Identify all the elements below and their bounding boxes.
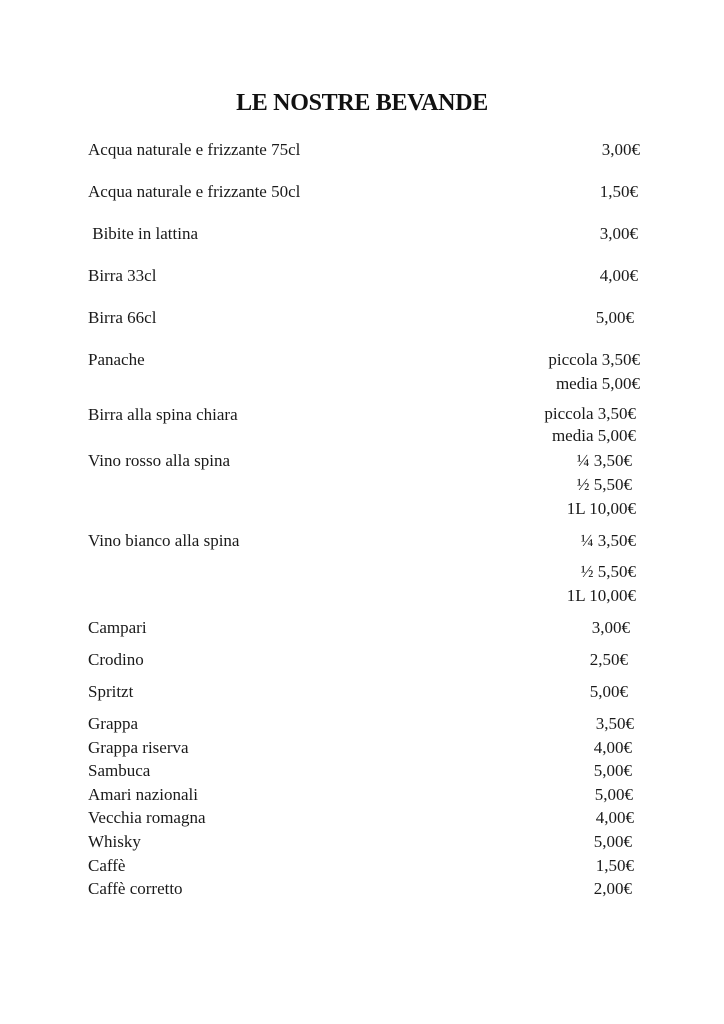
item-price: 1,50€ (595, 856, 634, 875)
item-name: Amari nazionali (88, 785, 198, 804)
item-price: ½ 5,50€ (580, 562, 636, 581)
item-name: Caffè corretto (88, 879, 183, 898)
item-name: Grappa riserva (88, 738, 189, 757)
page-title: LE NOSTRE BEVANDE (236, 90, 488, 116)
item-name: Birra alla spina chiara (88, 405, 238, 424)
item-price: ¼ 3,50€ (580, 531, 636, 550)
item-name: Bibite in lattina (88, 224, 199, 243)
item-price: media 5,00€ (555, 374, 640, 393)
item-price: 5,00€ (594, 785, 633, 804)
item-price: 4,00€ (593, 738, 632, 757)
item-price: 2,50€ (589, 650, 628, 669)
item-name: Caffè (88, 856, 126, 875)
item-price: piccola 3,50€ (544, 404, 636, 423)
item-price: 1L 10,00€ (566, 499, 636, 518)
item-name: Birra 33cl (88, 266, 157, 285)
item-name: Vino rosso alla spina (88, 451, 231, 470)
item-prices (567, 449, 636, 521)
item-name: Campari (88, 618, 147, 637)
item-price: 1L 10,00€ (566, 586, 636, 605)
item-price: piccola 3,50€ (548, 350, 640, 369)
item-prices (544, 403, 636, 447)
item-prices (567, 529, 636, 608)
item-name: Sambuca (88, 761, 151, 780)
item-name: Panache (88, 350, 145, 369)
item-price: 1,50€ (599, 182, 638, 201)
item-price: ¼ 3,50€ (576, 451, 632, 470)
item-name: Vino bianco alla spina (88, 531, 240, 550)
item-price: 3,00€ (599, 224, 638, 243)
item-price: ½ 5,50€ (576, 475, 632, 494)
item-name: Crodino (88, 650, 144, 669)
item-price: 4,00€ (599, 266, 638, 285)
item-prices (548, 348, 640, 396)
item-name: Acqua naturale e frizzante 75cl (88, 140, 301, 159)
item-price: 3,50€ (595, 714, 634, 733)
item-name: Acqua naturale e frizzante 50cl (88, 182, 301, 201)
item-price: 5,00€ (593, 832, 632, 851)
item-price: 5,00€ (589, 682, 628, 701)
item-name: Spritzt (88, 682, 134, 701)
item-price: 4,00€ (595, 808, 634, 827)
item-name: Birra 66cl (88, 308, 157, 327)
item-price: media 5,00€ (551, 426, 636, 445)
item-price: 3,00€ (591, 618, 630, 637)
item-price: 2,00€ (593, 879, 632, 898)
item-price: 5,00€ (595, 308, 634, 327)
item-name: Grappa (88, 714, 139, 733)
item-name: Whisky (88, 832, 141, 851)
item-name: Vecchia romagna (88, 808, 206, 827)
item-price: 5,00€ (593, 761, 632, 780)
item-price: 3,00€ (601, 140, 640, 159)
